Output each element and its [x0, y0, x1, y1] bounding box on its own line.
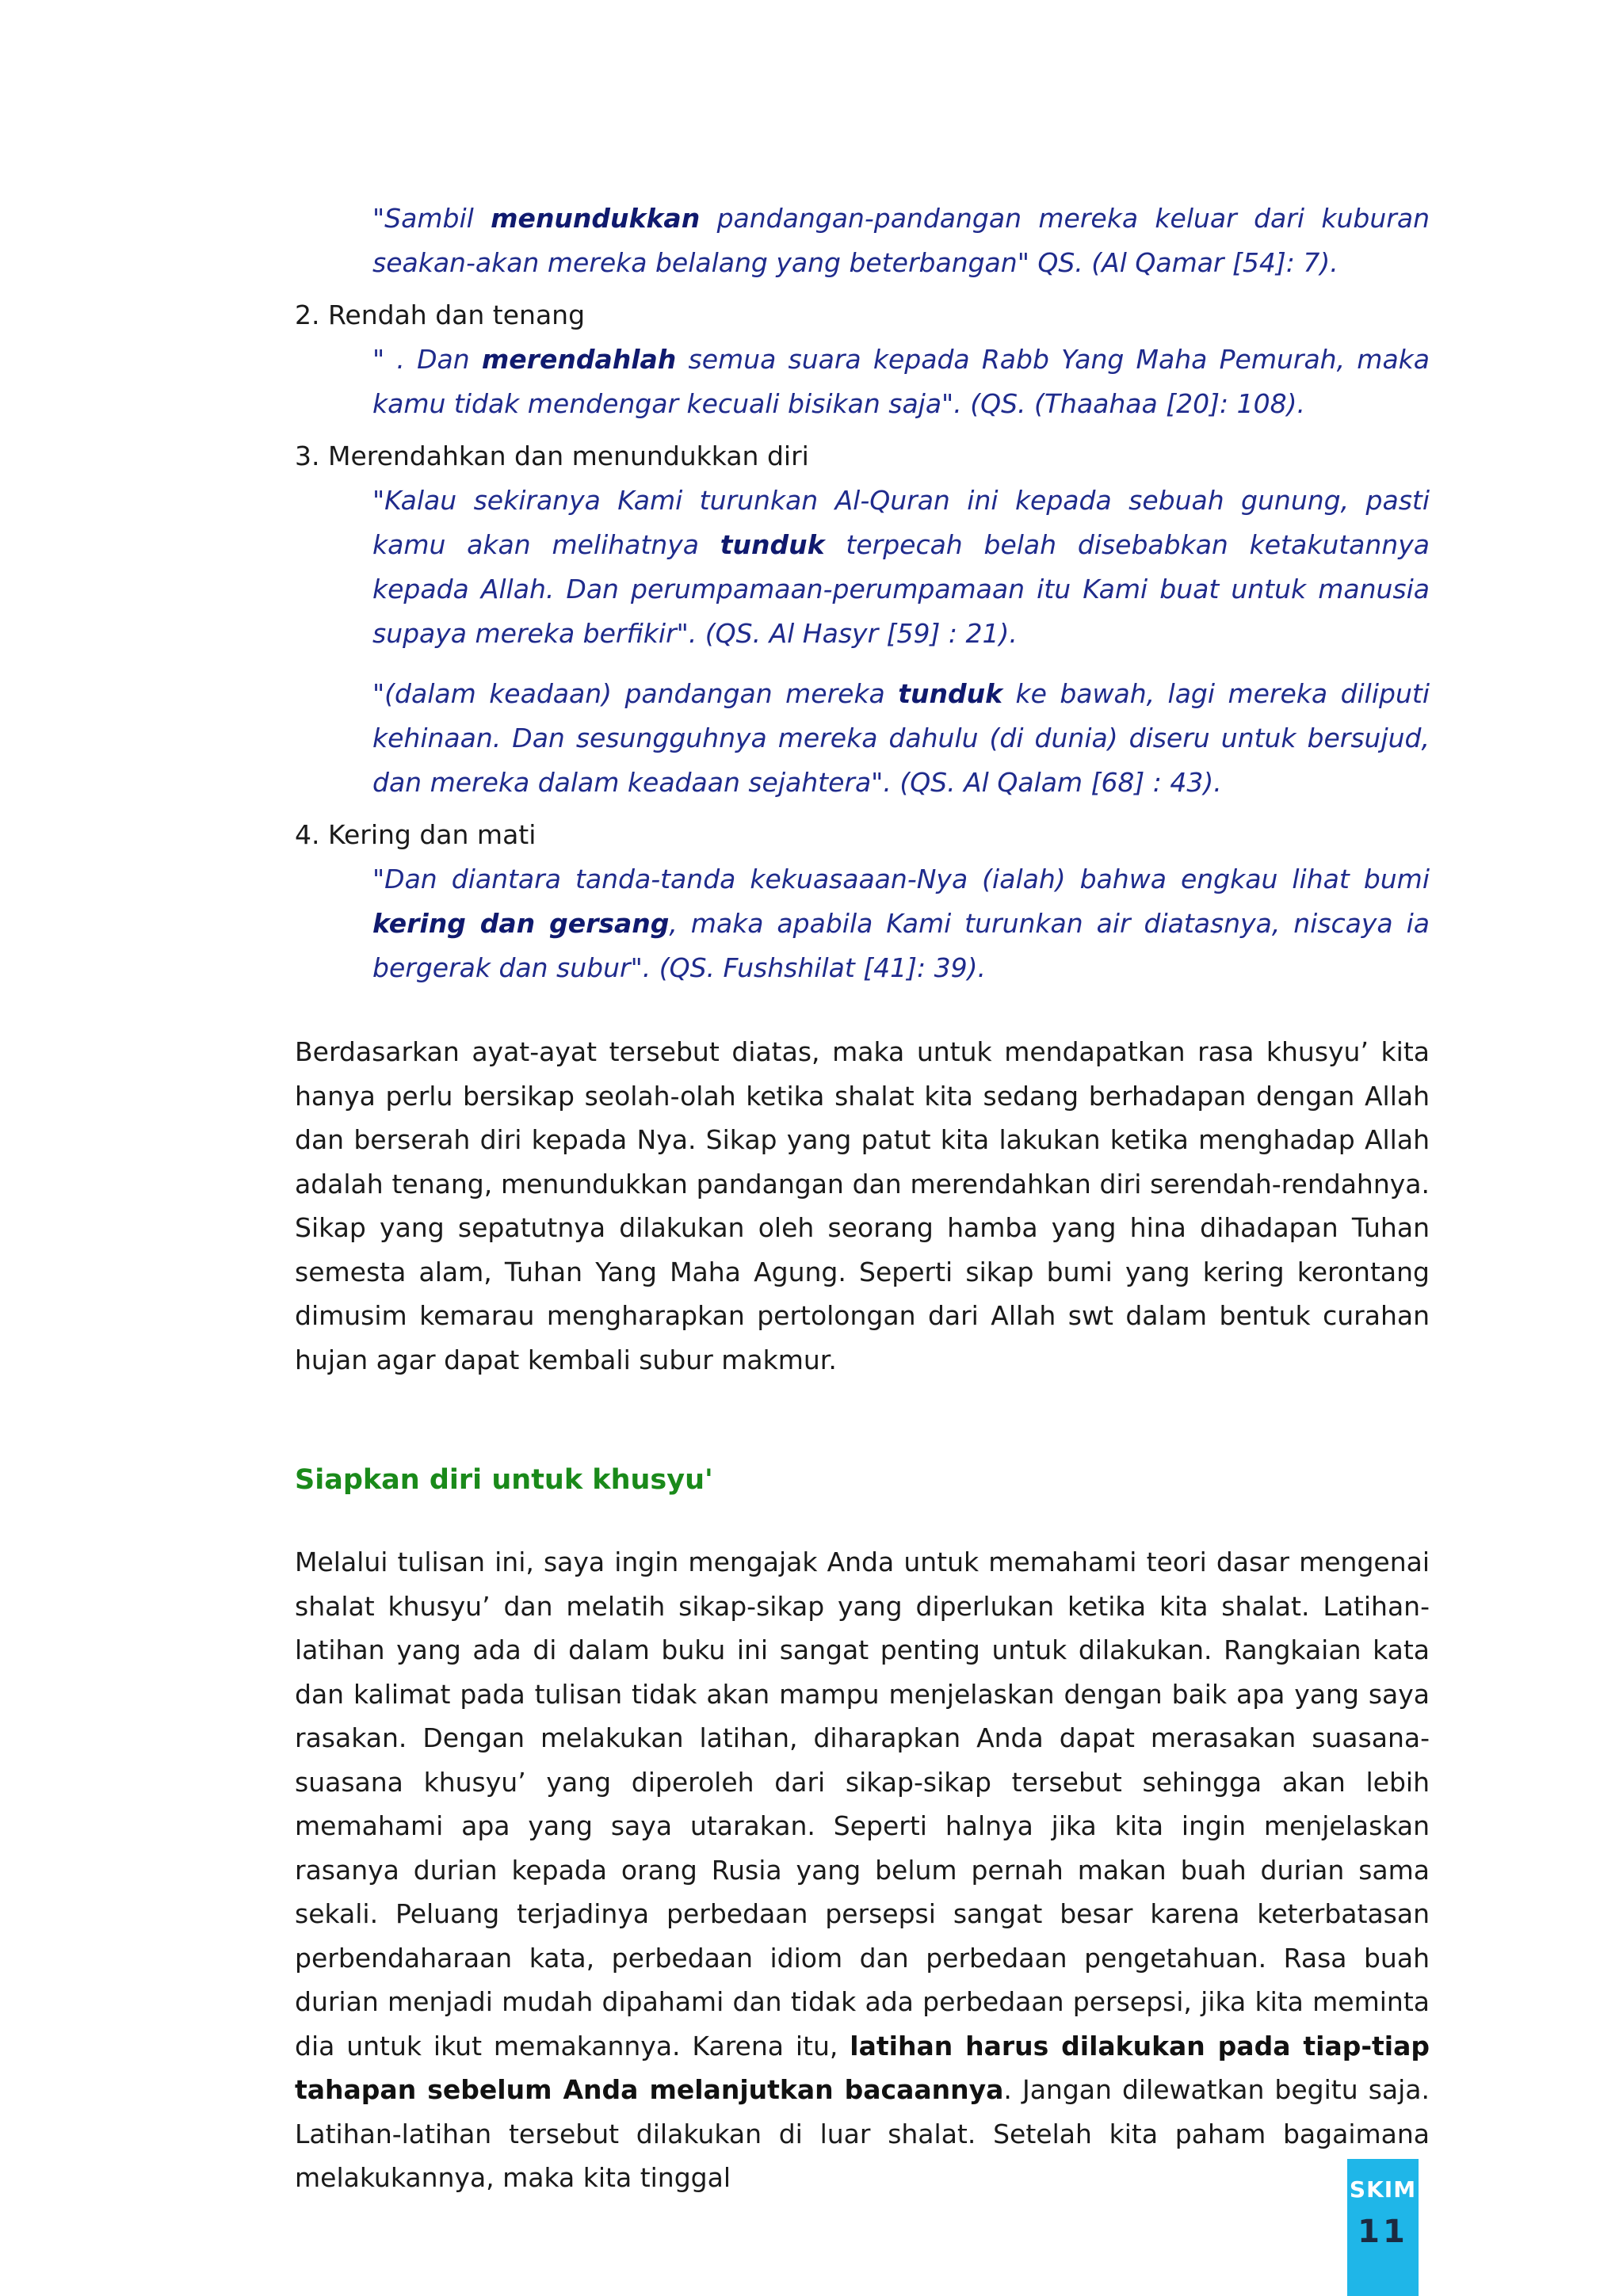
- tab-label: SKIM: [1349, 2176, 1417, 2203]
- page-number: 11: [1358, 2214, 1408, 2250]
- quote-al-qamar: [372, 196, 1430, 285]
- quote-thaahaa: [372, 338, 1430, 426]
- list-item-heading: 2. Rendah dan tenang: [295, 299, 586, 330]
- paragraph-text: Melalui tulisan ini, saya ingin mengajak Anda untuk memahami teori dasar mengenai shalat khusyu’ dan melatih sikap-sikap yang diperlukan ketika kita shalat. Latihan-latihan yang ada di dalam buku ini sangat penting untuk dilakukan. Rangkaian kata dan kalimat pada tulisan tidak akan mampu menjelaskan dengan baik apa yang saya rasakan. Dengan melakukan latihan, diharapkan Anda dapat merasakan suasana-suasana khusyu’ yang diperoleh dari sikap-sikap tersebut sehingga akan lebih memahami apa yang saya utarakan. Seperti halnya jika kita ingin menjelaskan rasanya durian kepada orang Rusia yang belum pernah makan buah durian sama sekali. Peluang terjadinya perbedaan persepsi sangat besar karena keterbatasan perbendaharaan kata, perbedaan idiom dan perbedaan pengetahuan. Rasa buah durian menjadi mudah dipahami dan tidak ada perbedaan persepsi, jika kita meminta dia untuk ikut memakannya. Karena itu,: [295, 1547, 1430, 2061]
- point-list: [295, 293, 1430, 990]
- quote-al-hasyr: [372, 479, 1430, 656]
- body-paragraph: Berdasarkan ayat-ayat tersebut diatas, maka untuk mendapatkan rasa khusyu’ kita hanya perlu bersikap seolah-olah ketika shalat kita sedang berhadapan dengan Allah dan berserah diri kepada Nya. Sikap yang patut kita lakukan ketika menghadap Allah adalah tenang, menundukkan pandangan dan merendahkan diri serendah-rendahnya. Sikap yang sepatutnya dilakukan oleh seorang hamba yang hina dihadapan Tuhan semesta alam, Tuhan Yang Maha Agung. Seperti sikap bumi yang kering kerontang dimusim kemarau mengharapkan pertolongan dari Allah swt dalam bentuk curahan hujan agar dapat kembali subur makmur.: [295, 1036, 1430, 1375]
- quote-emphasis: merendahlah: [481, 344, 677, 375]
- paragraph-text: . Jangan dilewatkan begitu saja. Latihan-latihan tersebut dilakukan di luar shalat. Setelah kita paham bagaimana melakukannya, maka kita tinggal: [295, 2074, 1430, 2193]
- quote-text: pandangan-pandangan mereka keluar dari kuburan seakan-akan mereka belalang yang beterbangan" QS. (Al Qamar [54]: 7).: [372, 203, 1430, 278]
- paragraph-emphasis: latihan harus dilakukan pada tiap-tiap tahapan sebelum Anda melanjutkan bacaannya: [295, 2030, 1430, 2105]
- quote-text: , maka apabila Kami turunkan air diatasnya, niscaya ia bergerak dan subur". (QS. Fushshilat [41]: 39).: [372, 908, 1430, 983]
- page-number-tab: [1347, 2159, 1419, 2296]
- quote-emphasis: tunduk: [898, 678, 1003, 709]
- list-item-heading: 3. Merendahkan dan menundukkan diri: [295, 441, 809, 471]
- body-paragraph: [295, 1540, 1430, 2200]
- page-content: [295, 196, 1430, 2200]
- list-item-heading: 4. Kering dan mati: [295, 819, 537, 850]
- quote-text: ke bawah, lagi mereka diliputi kehinaan. Dan sesungguhnya mereka dahulu (di dunia) diseru untuk bersujud, dan mereka dalam keadaan sejahtera". (QS. Al Qalam [68] : 43).: [372, 678, 1430, 798]
- quote-emphasis: tunduk: [720, 529, 825, 560]
- quote-text: "Sambil: [372, 203, 491, 234]
- quote-fushshilat: [372, 857, 1430, 990]
- section-heading: Siapkan diri untuk khusyu': [295, 1464, 713, 1496]
- quote-text: "Dan diantara tanda-tanda kekuasaaan-Nya (ialah) bahwa engkau lihat bumi: [372, 864, 1430, 894]
- quote-text: semua suara kepada Rabb Yang Maha Pemurah, maka kamu tidak mendengar kecuali bisikan saja". (QS. (Thaahaa [20]: 108).: [372, 344, 1430, 419]
- quote-text: " . Dan: [372, 344, 482, 375]
- quote-text: "(dalam keadaan) pandangan mereka: [372, 678, 899, 709]
- quote-text: terpecah belah disebabkan ketakutannya kepada Allah. Dan perumpamaan-perumpamaan itu Kami buat untuk manusia supaya mereka berfikir". (QS. Al Hasyr [59] : 21).: [372, 529, 1430, 649]
- quote-emphasis: kering dan gersang: [372, 908, 670, 939]
- quote-text: "Kalau sekiranya Kami turunkan Al-Quran ini kepada sebuah gunung, pasti kamu akan melihatnya: [372, 485, 1430, 560]
- quote-al-qalam: [372, 672, 1430, 805]
- quote-emphasis: menundukkan: [491, 203, 701, 234]
